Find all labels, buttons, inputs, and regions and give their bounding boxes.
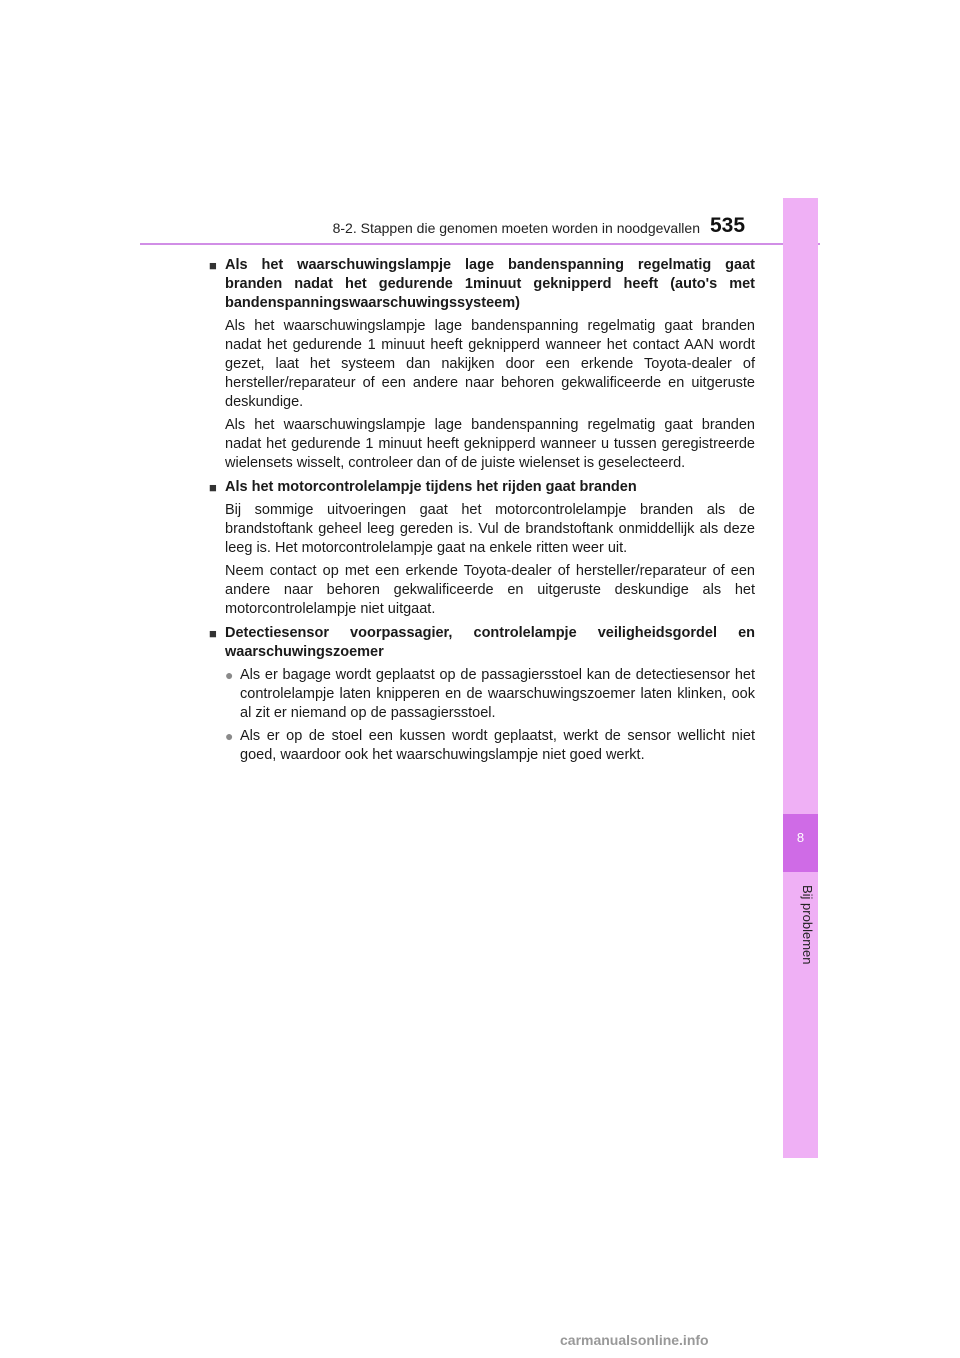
chapter-number: 8 [796, 830, 805, 845]
section-engine-lamp [209, 478, 755, 619]
paragraph: Bij sommige uitvoeringen gaat het motorcontrolelampje branden als de brandstoftank geheel leeg gereden is. Vul de brandstoftank onmiddellijk als deze leeg is. Het motorcontrolelampje gaat na enkele ritten weer uit. [225, 502, 755, 556]
watermark: carmanualsonline.info [560, 1332, 709, 1348]
section-heading [209, 256, 755, 313]
page-number: 535 [710, 214, 746, 237]
header-rule [140, 243, 820, 245]
square-bullet-icon: ■ [209, 258, 217, 273]
section-heading [209, 624, 755, 662]
chapter-side-tab [783, 198, 818, 1158]
paragraph: Neem contact op met een erkende Toyota-dealer of hersteller/reparateur of een andere naar behoren gekwalificeerde en uitgeruste deskundige als het motorcontrolelampje niet uitgaat. [225, 563, 755, 617]
bullet-item [225, 727, 755, 765]
paragraph: Als het waarschuwingslampje lage bandenspanning regelmatig gaat branden nadat het gedurende 1 minuut heeft geknipperd wanneer het contact AAN wordt gezet, laat het systeem dan nakijken door een erkende Toyota-dealer of hersteller/reparateur of een andere naar behoren gekwalificeerde en uitgeruste deskundige. [225, 318, 755, 410]
round-bullet-icon: ● [225, 667, 234, 683]
square-bullet-icon: ■ [209, 480, 217, 495]
round-bullet-icon: ● [225, 728, 234, 744]
paragraph: Als het waarschuwingslampje lage bandenspanning regelmatig gaat branden nadat het gedurende 1 minuut heeft geknipperd wanneer u tussen geregistreerde wielensets wisselt, controleer dan of de juiste wielenset is geselecteerd. [225, 417, 755, 471]
bullet-item [225, 666, 755, 723]
section-heading-text: Als het motorcontrolelampje tijdens het rijden gaat branden [225, 479, 637, 495]
chapter-title: Bij problemen [800, 885, 815, 965]
section-heading [209, 478, 755, 497]
content [209, 256, 755, 770]
section-tpws [209, 256, 755, 473]
bullet-text: Als er bagage wordt geplaatst op de passagiersstoel kan de detectiesensor het controlelampje laten knipperen en de waarschuwingszoemer laten klinken, ook al zit er niemand op de passagiersstoel. [240, 667, 755, 721]
bullet-text: Als er op de stoel een kussen wordt geplaatst, werkt de sensor wellicht niet goed, waardoor ook het waarschuwingslampje niet goed werkt. [240, 728, 755, 763]
section-heading-text: Als het waarschuwingslampje lage bandenspanning regelmatig gaat branden nadat het gedurende 1minuut geknipperd heeft (auto's met bandenspanningswaarschuwingssysteem) [225, 257, 755, 311]
section-passenger-sensor [209, 624, 755, 765]
square-bullet-icon: ■ [209, 626, 217, 641]
header-title: 8-2. Stappen die genomen moeten worden in noodgevallen [332, 220, 700, 236]
section-heading-text: Detectiesensor voorpassagier, controlelampje veiligheidsgordel en waarschuwingszoemer [225, 625, 755, 660]
